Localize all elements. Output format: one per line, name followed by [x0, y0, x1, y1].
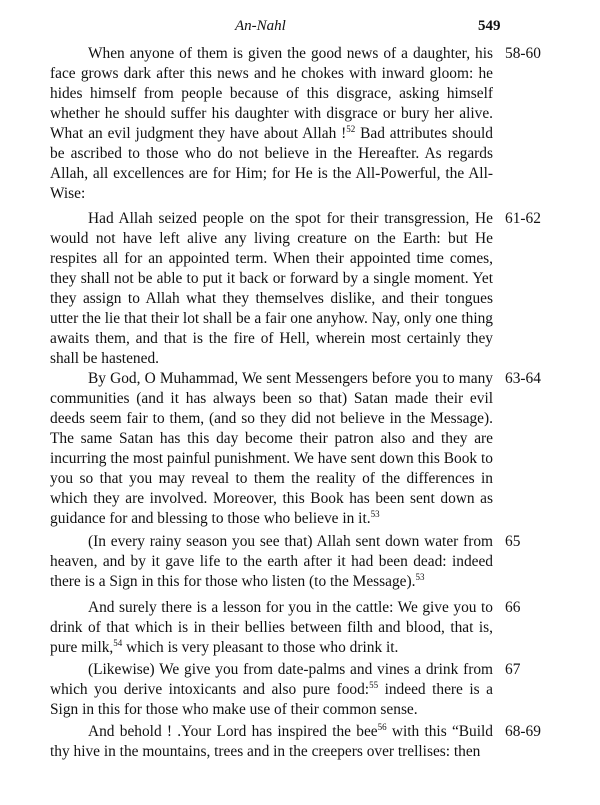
paragraph-text	[50, 598, 493, 658]
text-segment: (In every rainy season you see that) Allah sent down water from heaven, and by it gave life to the earth after it had been dead: indeed there is a Sign in this for those who listen (to the Message).	[50, 533, 493, 590]
footnote-marker: 55	[369, 680, 379, 690]
footnote-marker: 56	[377, 722, 387, 732]
page-header	[0, 10, 600, 40]
footnote-marker: 53	[415, 572, 425, 582]
verse-reference: 65	[505, 533, 521, 550]
text-segment: And surely there is a lesson for you in the cattle: We give you to drink of that which is in their bellies between filth and blood, that is, pure milk,	[50, 599, 493, 656]
running-title: An-Nahl	[235, 18, 286, 34]
paragraph-text	[50, 369, 493, 529]
footnote-marker: 52	[346, 124, 356, 134]
text-segment: which is very pleasant to those who drink it.	[122, 639, 399, 656]
footnote-marker: 54	[113, 638, 123, 648]
paragraph-text	[50, 209, 493, 369]
verse-reference: 61-62	[505, 210, 541, 227]
verse-reference: 67	[505, 661, 521, 678]
verse-reference: 66	[505, 599, 521, 616]
text-segment: Bad attributes should be ascribed to those who do not believe in the Hereafter. As regards Allah, all excellences are for Him; for He is the All-Powerful, the All-Wise:	[50, 125, 493, 202]
footnote-marker: 53	[370, 509, 380, 519]
text-segment: By God, O Muhammad, We sent Messengers before you to many communities (and it has always been so that) Satan made their evil deeds seem fair to them, (and so they did not believe in the Message). The same Satan has this day become their patron also and they are incurring the most painful punishment. We have sent down this Book to you so that you may reveal to them the reality of the differences in which they are involved. Moreover, this Book has been sent down as guidance for and blessing to those who believe in it.	[50, 370, 493, 527]
paragraph-text	[50, 660, 493, 720]
text-segment: (Likewise) We give you from date-palms and vines a drink from which you derive intoxicants and also pure food:	[50, 661, 493, 698]
paragraph-text	[50, 532, 493, 592]
text-segment: And behold ! .Your Lord has inspired the bee	[88, 723, 378, 740]
paragraph-text	[50, 44, 493, 204]
text-segment: with this “Build thy hive in the mountains, trees and in the creepers over trellises: then	[50, 723, 493, 760]
paragraph-text	[50, 722, 493, 762]
text-segment: indeed there is a Sign in this for those who make use of their common sense.	[50, 681, 493, 718]
verse-reference: 68-69	[505, 723, 541, 740]
verse-reference: 63-64	[505, 370, 541, 387]
text-segment: When anyone of them is given the good news of a daughter, his face grows dark after this news and he chokes with inward gloom: he hides himself from people because of this disgrace, asking himself whether he should suffer his daughter with disgrace or bury her alive. What an evil judgment they have about Allah !	[50, 45, 493, 142]
page-number: 549	[478, 18, 501, 34]
verse-reference: 58-60	[505, 45, 541, 62]
text-segment: Had Allah seized people on the spot for their transgression, He would not have left alive any living creature on the Earth: but He respites all for an appointed term. When their appointed time comes, they shall not be able to put it back or forward by a single moment. Yet they assign to Allah what they themselves dislike, and their tongues utter the lie that their lot shall be a fair one anyhow. Nay, only one thing awaits them, and that is the fire of Hell, wherein most certainly they shall be hastened.	[50, 210, 493, 367]
